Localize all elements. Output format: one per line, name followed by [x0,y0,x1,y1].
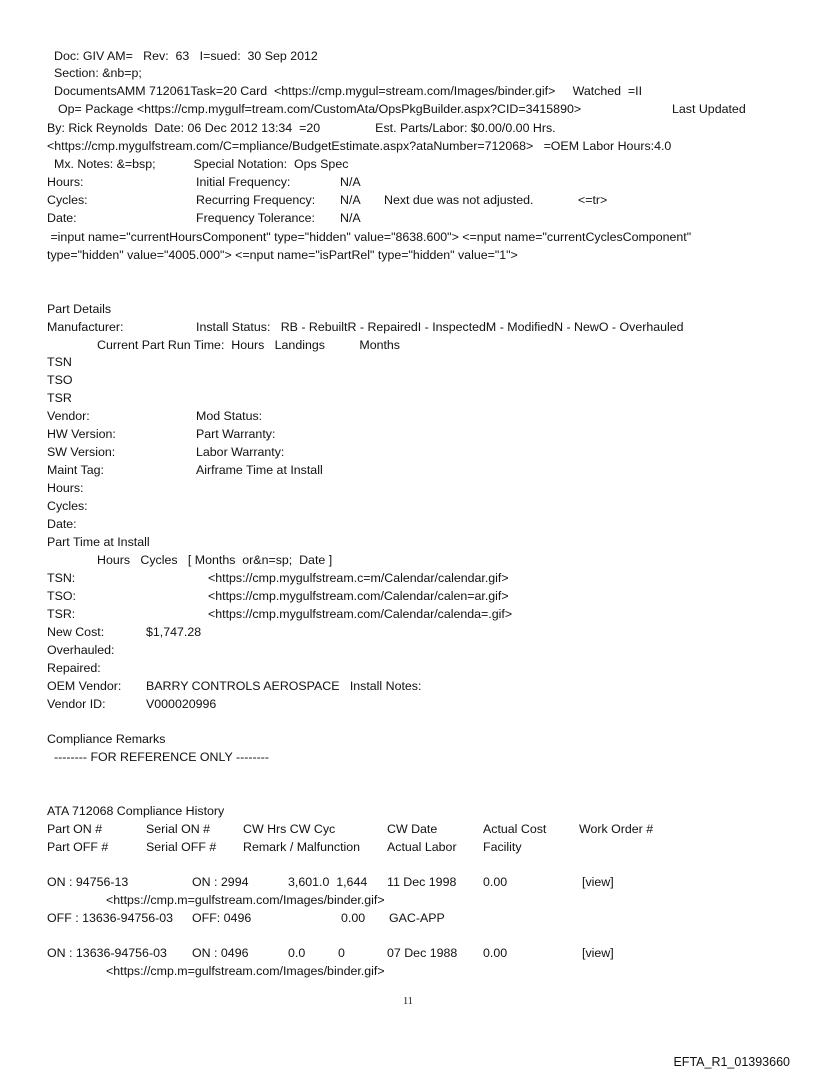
tr-tag: <=tr> [578,193,608,207]
rec1-part-on: ON : 94756-13 [47,875,129,889]
mx-notes-line: Mx. Notes: &=bsp; Special Notation: Ops Spec [54,157,349,171]
col-serial-off: Serial OFF # [146,840,217,854]
rec2-cw-date: 07 Dec 1988 [387,946,458,960]
vendor-id-value: V000020996 [146,697,217,711]
doc-header-line: Doc: GIV AM= Rev: 63 I=sued: 30 Sep 2012 [54,49,318,63]
maint-tag-label: Maint Tag: [47,463,104,477]
labor-warranty-label: Labor Warranty: [196,445,285,459]
budget-estimate-line: <https://cmp.mygulfstream.com/C=mpliance/BudgetEstimate.aspx?ataNumber=712068> =OEM Labor Hours:4.0 [47,139,672,153]
rec1-view-link[interactable]: [view] [582,875,614,889]
mod-status-label: Mod Status: [196,409,263,423]
tsr-label: TSR: [47,607,76,621]
initial-frequency-label: Initial Frequency: [196,175,291,189]
tsr-row: TSR [47,391,72,405]
updated-by-line: By: Rick Reynolds Date: 06 Dec 2012 13:34 =20 Est. Parts/Labor: $0.00/0.00 Hrs. [47,121,556,135]
recurring-frequency-label: Recurring Frequency: [196,193,316,207]
airframe-hours-label: Hours: [47,481,84,495]
oem-vendor-label: OEM Vendor: [47,679,122,693]
part-details-title: Part Details [47,302,112,316]
frequency-tolerance-value: N/A [340,211,361,225]
col-remark: Remark / Malfunction [243,840,361,854]
rec2-part-on: ON : 13636-94756-03 [47,946,167,960]
col-cw-hrs-cyc: CW Hrs CW Cyc [243,822,336,836]
tsr-calendar-link[interactable]: <https://cmp.mygulfstream.com/Calendar/calenda=.gif> [208,607,513,621]
col-actual-cost: Actual Cost [483,822,547,836]
reference-only-note: -------- FOR REFERENCE ONLY -------- [54,750,269,764]
col-cw-date: CW Date [387,822,438,836]
manufacturer-label: Manufacturer: [47,320,124,334]
col-serial-on: Serial ON # [146,822,211,836]
overhauled-label: Overhauled: [47,643,115,657]
rec1-actual-cost: 0.00 [483,875,508,889]
tso-calendar-link[interactable]: <https://cmp.mygulfstream.com/Calendar/calen=ar.gif> [208,589,509,603]
airframe-cycles-label: Cycles: [47,499,88,513]
repaired-label: Repaired: [47,661,101,675]
vendor-id-label: Vendor ID: [47,697,106,711]
rec1-actual-labor: 0.00 [341,911,366,925]
rec1-binder-link[interactable]: <https://cmp.m=gulfstream.com/Images/binder.gif> [106,893,385,907]
rec1-part-off: OFF : 13636-94756-03 [47,911,174,925]
hidden-input-line-1: =input name="currentHoursComponent" type="hidden" value="8638.600"> <=nput name="currentCyclesComponent" [47,230,692,244]
compliance-history-title: ATA 712068 Compliance History [47,804,225,818]
compliance-remarks-title: Compliance Remarks [47,732,166,746]
part-time-header: Hours Cycles [ Months or&n=sp; Date ] [97,553,333,567]
rec1-hrs-cyc: 3,601.0 1,644 [288,875,368,889]
last-updated-label: Last Updated [672,102,746,116]
initial-frequency-value: N/A [340,175,361,189]
col-part-off: Part OFF # [47,840,109,854]
sw-version-label: SW Version: [47,445,116,459]
part-time-title: Part Time at Install [47,535,150,549]
tsn-row: TSN [47,355,72,369]
document-id: EFTA_R1_01393660 [673,1055,790,1069]
tsn-label: TSN: [47,571,76,585]
rec1-serial-off: OFF: 0496 [192,911,252,925]
col-facility: Facility [483,840,522,854]
rec2-cw-hrs: 0.0 [288,946,306,960]
documents-line: DocumentsAMM 712061Task=20 Card <https://cmp.mygul=stream.com/Images/binder.gif> Watched =II [54,84,643,98]
rec2-serial-on: ON : 0496 [192,946,249,960]
rec2-actual-cost: 0.00 [483,946,508,960]
tsn-calendar-link[interactable]: <https://cmp.mygulfstream.c=m/Calendar/calendar.gif> [208,571,509,585]
airframe-time-label: Airframe Time at Install [196,463,323,477]
date-label: Date: [47,211,77,225]
rec1-facility: GAC-APP [389,911,445,925]
part-warranty-label: Part Warranty: [196,427,276,441]
hidden-input-line-2: type="hidden" value="4005.000"> <=nput name="isPartRel" type="hidden" value="1"> [47,248,518,262]
col-work-order: Work Order # [579,822,654,836]
run-time-header: Current Part Run Time: Hours Landings Months [97,338,401,352]
rec2-cw-cyc: 0 [338,946,345,960]
airframe-date-label: Date: [47,517,77,531]
rec1-cw-date: 11 Dec 1998 [387,875,457,889]
tso-label: TSO: [47,589,76,603]
oem-vendor-value: BARRY CONTROLS AEROSPACE Install Notes: [146,679,422,693]
rec2-view-link[interactable]: [view] [582,946,614,960]
new-cost-value: $1,747.28 [146,625,202,639]
col-part-on: Part ON # [47,822,103,836]
install-status-line: Install Status: RB - RebuiltR - RepairedI - InspectedM - ModifiedN - NewO - Overhauled [196,320,684,334]
ops-package-line: Op= Package <https://cmp.mygulf=tream.com/CustomAta/OpsPkgBuilder.aspx?CID=3415890> [58,102,582,116]
hw-version-label: HW Version: [47,427,116,441]
tso-row: TSO [47,373,73,387]
hours-label: Hours: [47,175,84,189]
next-due-note: Next due was not adjusted. [384,193,534,207]
page-number: 11 [403,996,413,1007]
rec2-binder-link[interactable]: <https://cmp.m=gulfstream.com/Images/binder.gif> [106,964,385,978]
col-actual-labor: Actual Labor [387,840,457,854]
frequency-tolerance-label: Frequency Tolerance: [196,211,315,225]
vendor-label: Vendor: [47,409,90,423]
rec1-serial-on: ON : 2994 [192,875,249,889]
new-cost-label: New Cost: [47,625,105,639]
section-line: Section: &nb=p; [54,66,142,80]
recurring-frequency-value: N/A [340,193,361,207]
cycles-label: Cycles: [47,193,88,207]
